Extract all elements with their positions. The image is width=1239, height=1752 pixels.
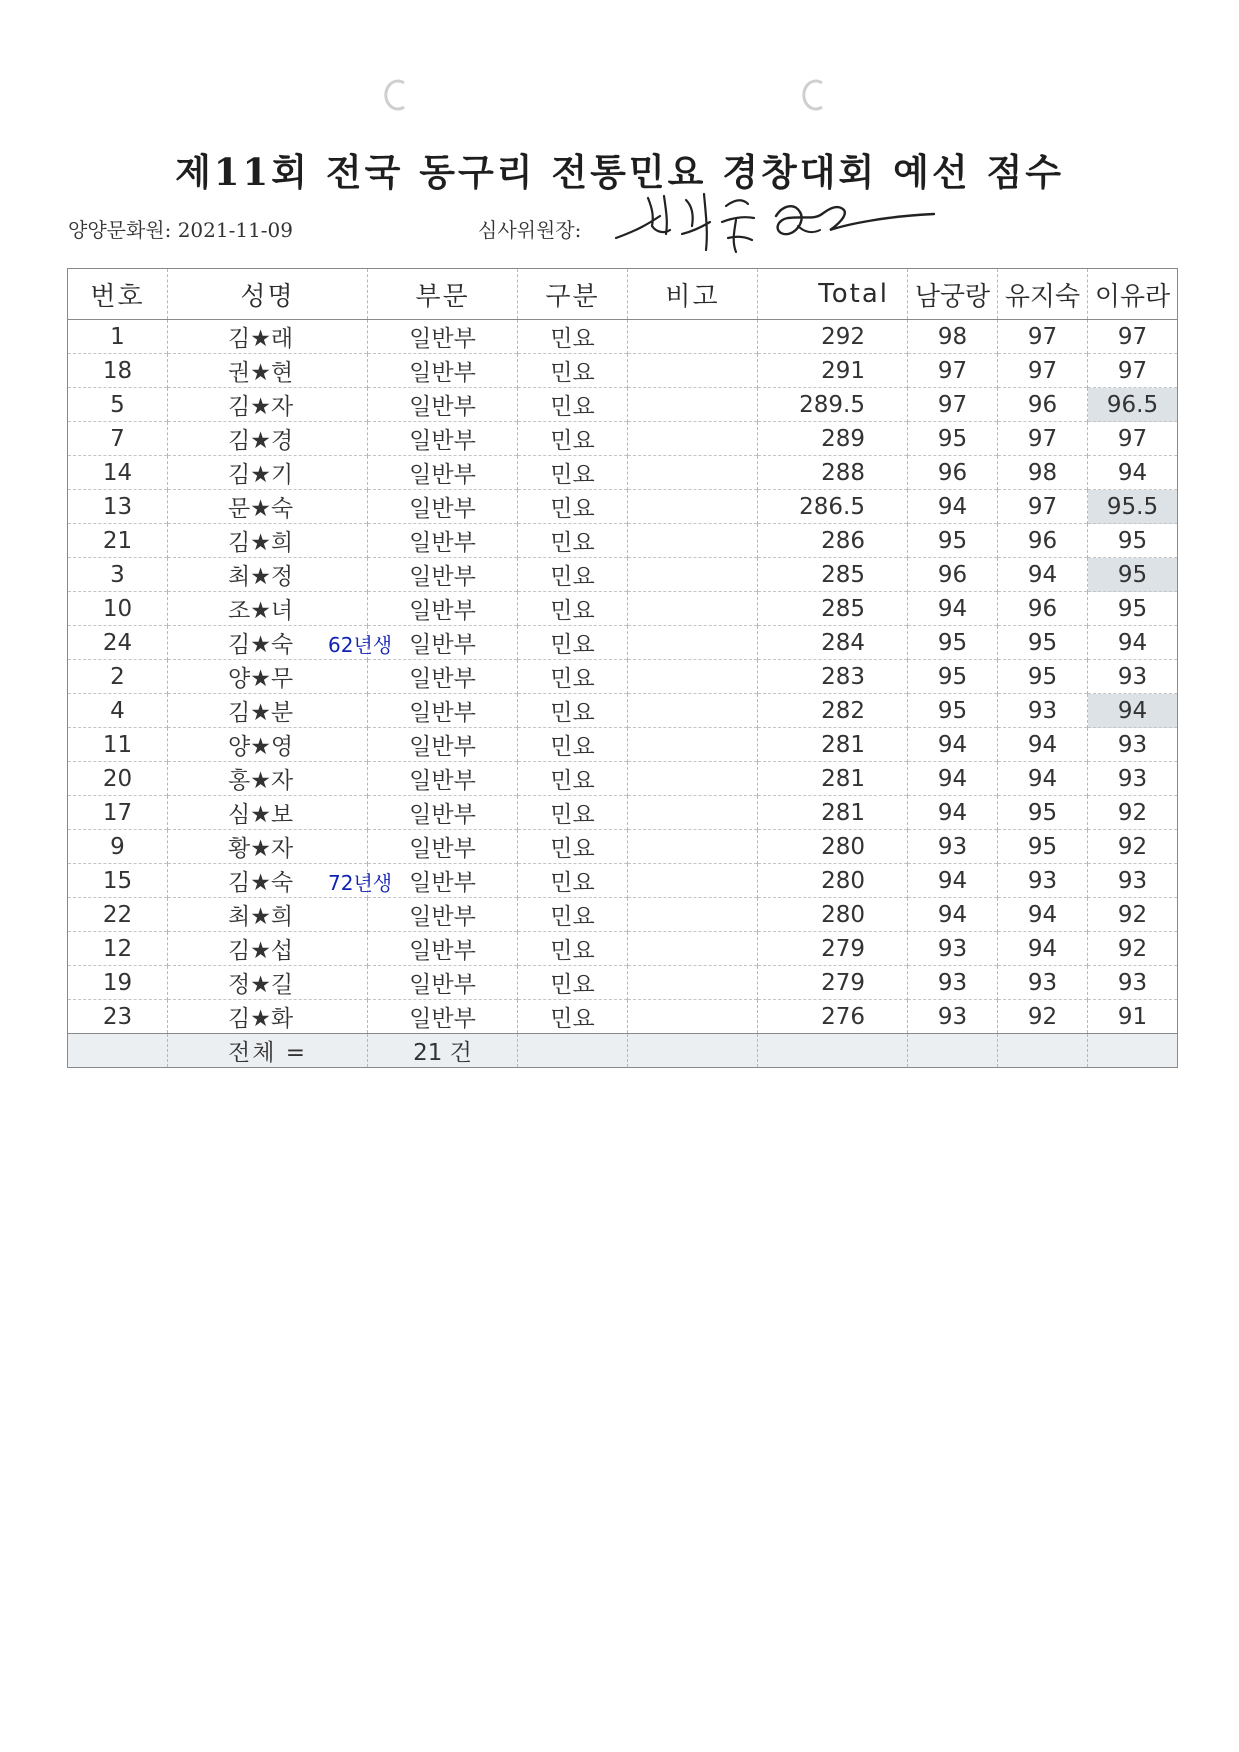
punch-hole-right	[800, 78, 828, 112]
table-row	[68, 728, 1178, 762]
cell-name	[168, 388, 368, 422]
cell-category: 민요	[518, 592, 628, 626]
table-row	[68, 694, 1178, 728]
cell-judge-2: 93	[998, 694, 1088, 728]
col-header-name: 성명	[168, 269, 368, 320]
cell-division: 일반부	[368, 388, 518, 422]
cell-judge-3: 95	[1088, 592, 1178, 626]
table-header-row	[68, 269, 1178, 320]
cell-remark	[628, 524, 758, 558]
cell-name	[168, 320, 368, 354]
cell-number: 20	[68, 762, 168, 796]
contestant-name: 김★희	[228, 530, 294, 556]
cell-division: 일반부	[368, 864, 518, 898]
cell-judge-1: 97	[908, 388, 998, 422]
cell-division: 일반부	[368, 728, 518, 762]
cell-name	[168, 864, 393, 898]
cell-judge-2: 94	[998, 898, 1088, 932]
total-count: 21 건	[368, 1034, 518, 1068]
cell-judge-1: 96	[908, 456, 998, 490]
cell-judge-3: 94	[1088, 694, 1178, 728]
cell-remark	[628, 932, 758, 966]
cell-judge-1: 94	[908, 762, 998, 796]
col-header-judge-2: 유지숙	[998, 269, 1088, 320]
cell-name	[168, 932, 368, 966]
cell-judge-2: 94	[998, 728, 1088, 762]
cell-number: 1	[110, 323, 125, 350]
cell-judge-2: 93	[998, 966, 1088, 1000]
cell-name	[168, 660, 368, 694]
cell-judge-2: 96	[998, 524, 1088, 558]
cell-number: 21	[68, 524, 168, 558]
cell-number: 11	[68, 728, 168, 762]
cell-judge-3: 93	[1088, 864, 1178, 898]
cell-division: 일반부	[368, 490, 518, 524]
cell-total: 282	[758, 694, 908, 728]
cell-number: 7	[68, 422, 168, 456]
total-label: 전체 =	[168, 1034, 368, 1068]
cell-total: 281	[758, 762, 908, 796]
cell-judge-2: 96	[998, 592, 1088, 626]
cell-judge-3: 92	[1088, 898, 1178, 932]
cell-judge-1: 96	[908, 558, 998, 592]
cell-judge-1: 93	[908, 966, 998, 1000]
cell-total: 291	[758, 354, 908, 388]
cell-total: 280	[758, 830, 908, 864]
cell-judge-3: 93	[1088, 660, 1178, 694]
cell-remark	[628, 660, 758, 694]
cell-judge-3: 94	[1088, 626, 1178, 660]
cell-judge-1: 93	[908, 830, 998, 864]
table-row	[68, 796, 1178, 830]
handwritten-signature	[608, 186, 948, 266]
cell-division: 일반부	[368, 966, 518, 1000]
table-total-row	[68, 1034, 1178, 1068]
cell-number: 3	[68, 558, 168, 592]
cell-judge-3: 92	[1088, 830, 1178, 864]
cell-judge-2: 94	[998, 932, 1088, 966]
cell-name	[168, 898, 368, 932]
cell-judge-1: 94	[908, 796, 998, 830]
cell-number: 5	[68, 388, 168, 422]
cell-remark	[628, 456, 758, 490]
score-table	[67, 268, 1178, 1068]
cell-number: 15	[68, 864, 168, 898]
cell-category: 민요	[518, 1000, 628, 1034]
cell-category: 민요	[518, 456, 628, 490]
cell-total: 292	[758, 320, 908, 354]
cell-judge-1: 94	[908, 728, 998, 762]
cell-number: 17	[68, 796, 168, 830]
table-row	[68, 932, 1178, 966]
cell-remark	[628, 898, 758, 932]
cell-total: 284	[758, 626, 908, 660]
cell-name	[168, 762, 368, 796]
cell-division: 일반부	[368, 830, 518, 864]
cell-total: 286.5	[758, 490, 908, 524]
contestant-name: 문★숙	[228, 496, 294, 522]
cell-name	[168, 592, 368, 626]
cell-judge-3: 94	[1088, 456, 1178, 490]
cell-judge-1: 93	[908, 932, 998, 966]
cell-remark	[628, 626, 758, 660]
cell-category: 민요	[518, 830, 628, 864]
cell-division: 일반부	[368, 660, 518, 694]
cell-total: 280	[758, 864, 908, 898]
contestant-name: 최★정	[228, 564, 294, 590]
col-header-judge-3: 이유라	[1088, 269, 1178, 320]
cell-judge-1: 95	[908, 660, 998, 694]
table-row	[68, 490, 1178, 524]
table-row	[68, 660, 1178, 694]
contestant-name: 홍★자	[228, 768, 294, 794]
cell-division: 일반부	[368, 932, 518, 966]
contestant-name: 황★자	[228, 836, 294, 862]
cell-division: 일반부	[368, 694, 518, 728]
cell-total: 280	[758, 898, 908, 932]
cell-division: 일반부	[368, 762, 518, 796]
table-row	[68, 830, 1178, 864]
contestant-name: 김★숙	[228, 870, 294, 896]
col-header-judge-1: 남궁랑	[908, 269, 998, 320]
contestant-name: 조★녀	[228, 598, 294, 624]
cell-judge-3: 97	[1088, 354, 1178, 388]
contestant-name: 정★길	[228, 972, 294, 998]
table-row	[68, 1000, 1178, 1034]
document-title: 제11회 전국 동구리 전통민요 경창대회 예선 점수	[175, 150, 1064, 194]
cell-judge-1: 95	[908, 524, 998, 558]
cell-judge-3: 96.5	[1088, 388, 1178, 422]
cell-name	[168, 626, 393, 660]
contestant-name: 김★분	[228, 700, 294, 726]
cell-remark	[628, 694, 758, 728]
cell-division: 일반부	[368, 1000, 518, 1034]
table-row	[68, 422, 1178, 456]
cell-remark	[628, 762, 758, 796]
cell-name	[168, 728, 368, 762]
cell-judge-2: 97	[998, 354, 1088, 388]
cell-total: 286	[758, 524, 908, 558]
cell-name	[168, 558, 368, 592]
cell-remark	[628, 490, 758, 524]
cell-judge-1: 95	[908, 422, 998, 456]
cell-judge-2: 95	[998, 660, 1088, 694]
cell-total: 281	[758, 728, 908, 762]
cell-total: 283	[758, 660, 908, 694]
cell-category: 민요	[518, 558, 628, 592]
cell-number: 23	[68, 1000, 168, 1034]
cell-remark	[628, 558, 758, 592]
cell-judge-2: 95	[998, 796, 1088, 830]
cell-category: 민요	[518, 966, 628, 1000]
cell-category: 민요	[518, 524, 628, 558]
cell-judge-3: 91	[1088, 1000, 1178, 1034]
cell-number: 4	[68, 694, 168, 728]
cell-category: 민요	[518, 762, 628, 796]
cell-number: 18	[68, 354, 168, 388]
cell-name	[168, 422, 368, 456]
table-row	[68, 762, 1178, 796]
cell-division: 일반부	[368, 796, 518, 830]
cell-judge-3: 97	[1088, 422, 1178, 456]
cell-remark	[628, 320, 758, 354]
cell-category: 민요	[518, 626, 628, 660]
contestant-name: 김★섭	[228, 938, 294, 964]
cell-judge-2: 97	[998, 422, 1088, 456]
cell-total: 289.5	[758, 388, 908, 422]
cell-category: 민요	[518, 422, 628, 456]
cell-division: 일반부	[368, 354, 518, 388]
contestant-name: 김★숙	[228, 632, 294, 658]
cell-division: 일반부	[368, 320, 518, 354]
table-row	[68, 626, 1178, 660]
table-row	[68, 456, 1178, 490]
col-header-category: 구분	[518, 269, 628, 320]
cell-number: 13	[68, 490, 168, 524]
cell-remark	[628, 864, 758, 898]
cell-remark	[628, 354, 758, 388]
cell-category: 민요	[518, 490, 628, 524]
cell-judge-3: 95.5	[1088, 490, 1178, 524]
cell-judge-3: 95	[1088, 524, 1178, 558]
cell-remark	[628, 966, 758, 1000]
cell-total: 281	[758, 796, 908, 830]
table-row	[68, 898, 1178, 932]
cell-judge-1: 95	[908, 694, 998, 728]
punch-hole-left	[382, 78, 410, 112]
cell-category: 민요	[518, 320, 628, 354]
table-row	[68, 592, 1178, 626]
cell-number: 19	[68, 966, 168, 1000]
cell-judge-3: 92	[1088, 796, 1178, 830]
cell-name	[168, 966, 368, 1000]
cell-division: 일반부	[368, 524, 518, 558]
cell-division: 일반부	[368, 558, 518, 592]
cell-category: 민요	[518, 864, 628, 898]
table-row	[68, 320, 1178, 354]
cell-name	[168, 1000, 368, 1034]
cell-division: 일반부	[368, 422, 518, 456]
table-row	[68, 558, 1178, 592]
cell-judge-1: 95	[908, 626, 998, 660]
cell-judge-2: 98	[998, 456, 1088, 490]
col-header-total: Total	[758, 269, 908, 320]
cell-judge-1: 94	[908, 898, 998, 932]
cell-total: 285	[758, 592, 908, 626]
cell-judge-1: 94	[908, 592, 998, 626]
contestant-name: 심★보	[228, 802, 294, 828]
cell-remark	[628, 422, 758, 456]
cell-judge-1: 97	[908, 354, 998, 388]
cell-number: 10	[68, 592, 168, 626]
cell-total: 279	[758, 932, 908, 966]
cell-division: 일반부	[368, 898, 518, 932]
table-row	[68, 354, 1178, 388]
table-row	[68, 388, 1178, 422]
cell-judge-2: 97	[998, 490, 1088, 524]
cell-judge-2: 94	[998, 558, 1088, 592]
contestant-name: 권★현	[228, 360, 294, 386]
table-row	[68, 966, 1178, 1000]
cell-judge-3: 93	[1088, 966, 1178, 1000]
organizer-date: 양양문화원: 2021-11-09	[68, 218, 294, 242]
cell-judge-2: 96	[998, 388, 1088, 422]
contestant-name: 김★화	[228, 1006, 294, 1032]
cell-total: 279	[758, 966, 908, 1000]
cell-number: 12	[68, 932, 168, 966]
cell-total: 288	[758, 456, 908, 490]
cell-number: 22	[68, 898, 168, 932]
cell-judge-1: 94	[908, 864, 998, 898]
cell-category: 민요	[518, 728, 628, 762]
cell-judge-3: 93	[1088, 762, 1178, 796]
contestant-name: 김★기	[228, 462, 294, 488]
birth-year-note: 62년생	[328, 633, 393, 657]
cell-number: 14	[68, 456, 168, 490]
cell-remark	[628, 796, 758, 830]
cell-judge-1: 98	[908, 320, 998, 354]
cell-category: 민요	[518, 898, 628, 932]
cell-category: 민요	[518, 694, 628, 728]
cell-name	[168, 456, 368, 490]
table-row	[68, 524, 1178, 558]
cell-judge-3: 97	[1088, 320, 1178, 354]
cell-judge-1: 93	[908, 1000, 998, 1034]
cell-name	[168, 524, 368, 558]
cell-judge-2: 95	[998, 830, 1088, 864]
cell-remark	[628, 830, 758, 864]
cell-judge-2: 94	[998, 762, 1088, 796]
col-header-number: 번호	[68, 269, 168, 320]
cell-remark	[628, 1000, 758, 1034]
cell-category: 민요	[518, 388, 628, 422]
cell-judge-2: 97	[998, 320, 1088, 354]
contestant-name: 김★경	[228, 428, 294, 454]
cell-remark	[628, 592, 758, 626]
cell-number: 9	[68, 830, 168, 864]
cell-judge-2: 92	[998, 1000, 1088, 1034]
birth-year-note: 72년생	[328, 871, 393, 895]
cell-name	[168, 796, 368, 830]
cell-remark	[628, 388, 758, 422]
contestant-name: 최★희	[228, 904, 294, 930]
cell-division: 일반부	[368, 626, 518, 660]
cell-number: 2	[68, 660, 168, 694]
cell-division: 일반부	[368, 456, 518, 490]
cell-judge-3: 93	[1088, 728, 1178, 762]
judge-chair-label: 심사위원장:	[478, 218, 582, 242]
cell-category: 민요	[518, 354, 628, 388]
contestant-name: 김★래	[228, 326, 294, 352]
cell-category: 민요	[518, 796, 628, 830]
cell-name	[168, 490, 368, 524]
cell-judge-2: 93	[998, 864, 1088, 898]
cell-name	[168, 830, 368, 864]
table-row	[68, 864, 1178, 898]
cell-total: 285	[758, 558, 908, 592]
cell-judge-3: 92	[1088, 932, 1178, 966]
col-header-remark: 비고	[628, 269, 758, 320]
cell-name	[168, 694, 368, 728]
cell-number: 24	[68, 626, 168, 660]
cell-division: 일반부	[368, 592, 518, 626]
cell-judge-2: 95	[998, 626, 1088, 660]
contestant-name: 김★자	[228, 394, 294, 420]
cell-total: 289	[758, 422, 908, 456]
cell-remark	[628, 728, 758, 762]
cell-category: 민요	[518, 660, 628, 694]
contestant-name: 양★무	[228, 666, 294, 692]
col-header-division: 부문	[368, 269, 518, 320]
cell-judge-3: 95	[1088, 558, 1178, 592]
contestant-name: 양★영	[228, 734, 294, 760]
cell-judge-1: 94	[908, 490, 998, 524]
cell-category: 민요	[518, 932, 628, 966]
cell-name	[168, 354, 368, 388]
cell-total: 276	[758, 1000, 908, 1034]
